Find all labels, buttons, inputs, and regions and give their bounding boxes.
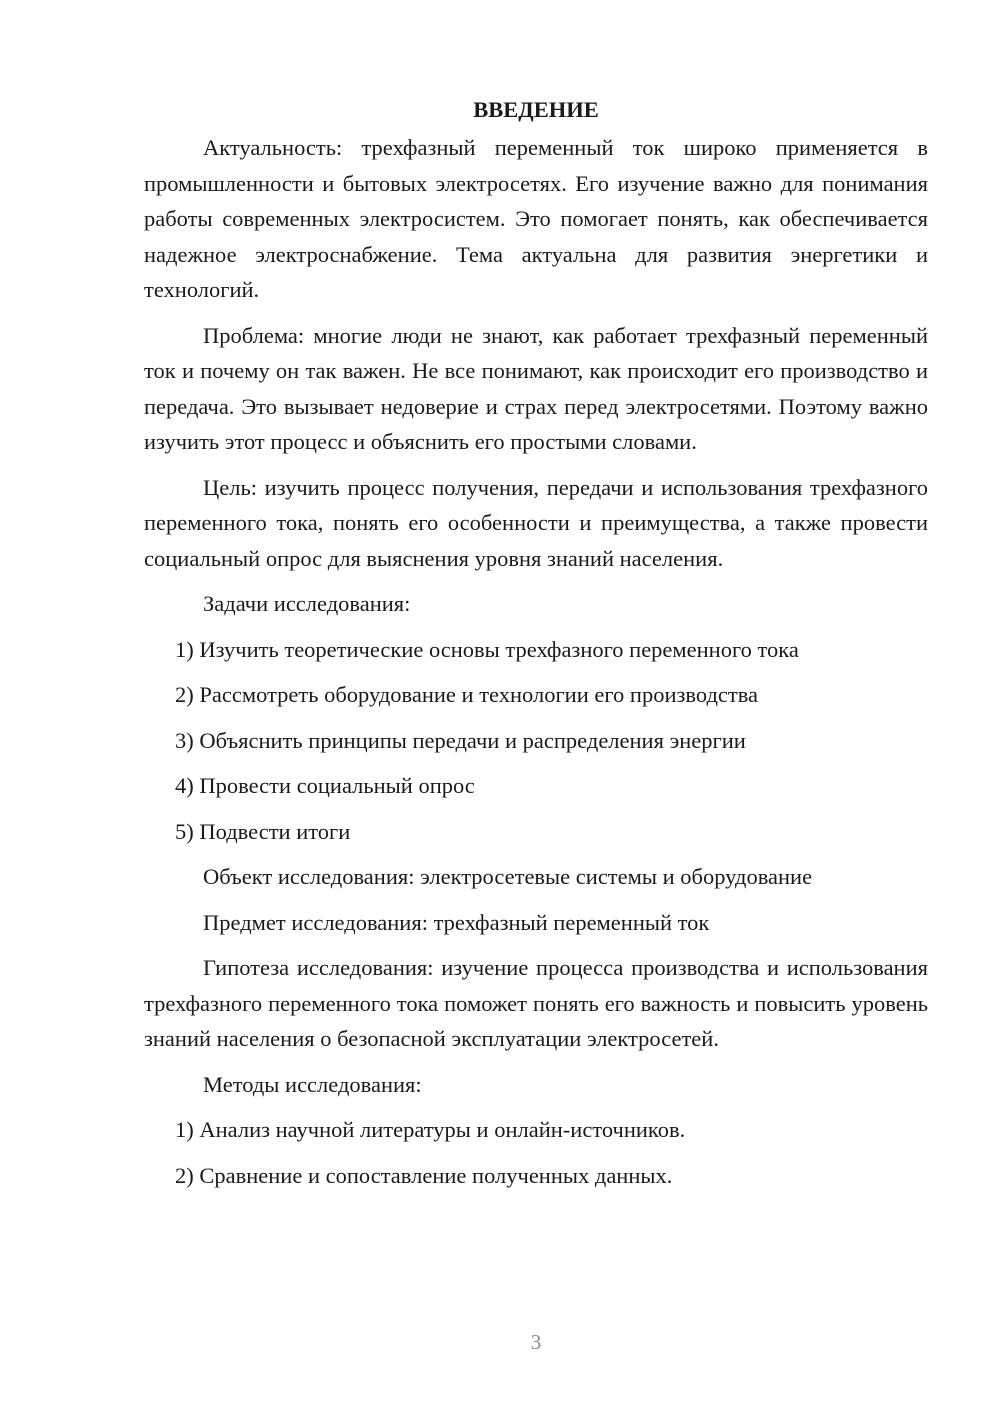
goal-paragraph: Цель: изучить процесс получения, передачи и использования трехфазного переменного тока, понять его особенности и преимущества, а также провести социальный опрос для выяснения уровня знаний населения. <box>144 474 928 571</box>
relevance-paragraph: Актуальность: трехфазный переменный ток широко применяется в промышленности и бытовых электросетях. Его изучение важно для понимания работы современных электросистем. Это помогает понять, как обеспечивается надежное электроснабжение. Тема актуальна для развития энергетики и технологий. <box>144 135 928 302</box>
task-item-3: 3) Объяснить принципы передачи и распределения энергии <box>175 727 746 753</box>
task-item-4: 4) Провести социальный опрос <box>175 773 475 798</box>
section-title: ВВЕДЕНИЕ <box>473 97 599 122</box>
page-content <box>144 92 928 1203</box>
methods-heading: Методы исследования: <box>203 1071 422 1097</box>
task-item-1: 1) Изучить теоретические основы трехфазного переменного тока <box>175 636 799 662</box>
method-item-1: 1) Анализ научной литературы и онлайн-источников. <box>175 1117 686 1142</box>
task-item-5: 5) Подвести итоги <box>175 818 351 844</box>
task-item-2: 2) Рассмотреть оборудование и технологии его производства <box>175 682 759 707</box>
page-number: 3 <box>530 1330 542 1354</box>
tasks-heading: Задачи исследования: <box>203 591 411 616</box>
research-object: Объект исследования: электросетевые системы и оборудование <box>203 864 813 889</box>
hypothesis-paragraph: Гипотеза исследования: изучение процесса производства и использования трехфазного переменного тока поможет понять его важность и повысить уровень знаний населения о безопасной эксплуатации электросетей. <box>144 955 928 1051</box>
method-item-2: 2) Сравнение и сопоставление полученных данных. <box>175 1162 673 1188</box>
problem-paragraph: Проблема: многие люди не знают, как работает трехфазный переменный ток и почему он так важен. Не все понимают, как происходит его производство и передача. Это вызывает недоверие и страх перед электросетями. Поэтому важно изучить этот процесс и объяснить его простыми словами. <box>144 322 928 454</box>
research-subject: Предмет исследования: трехфазный переменный ток <box>203 909 710 935</box>
